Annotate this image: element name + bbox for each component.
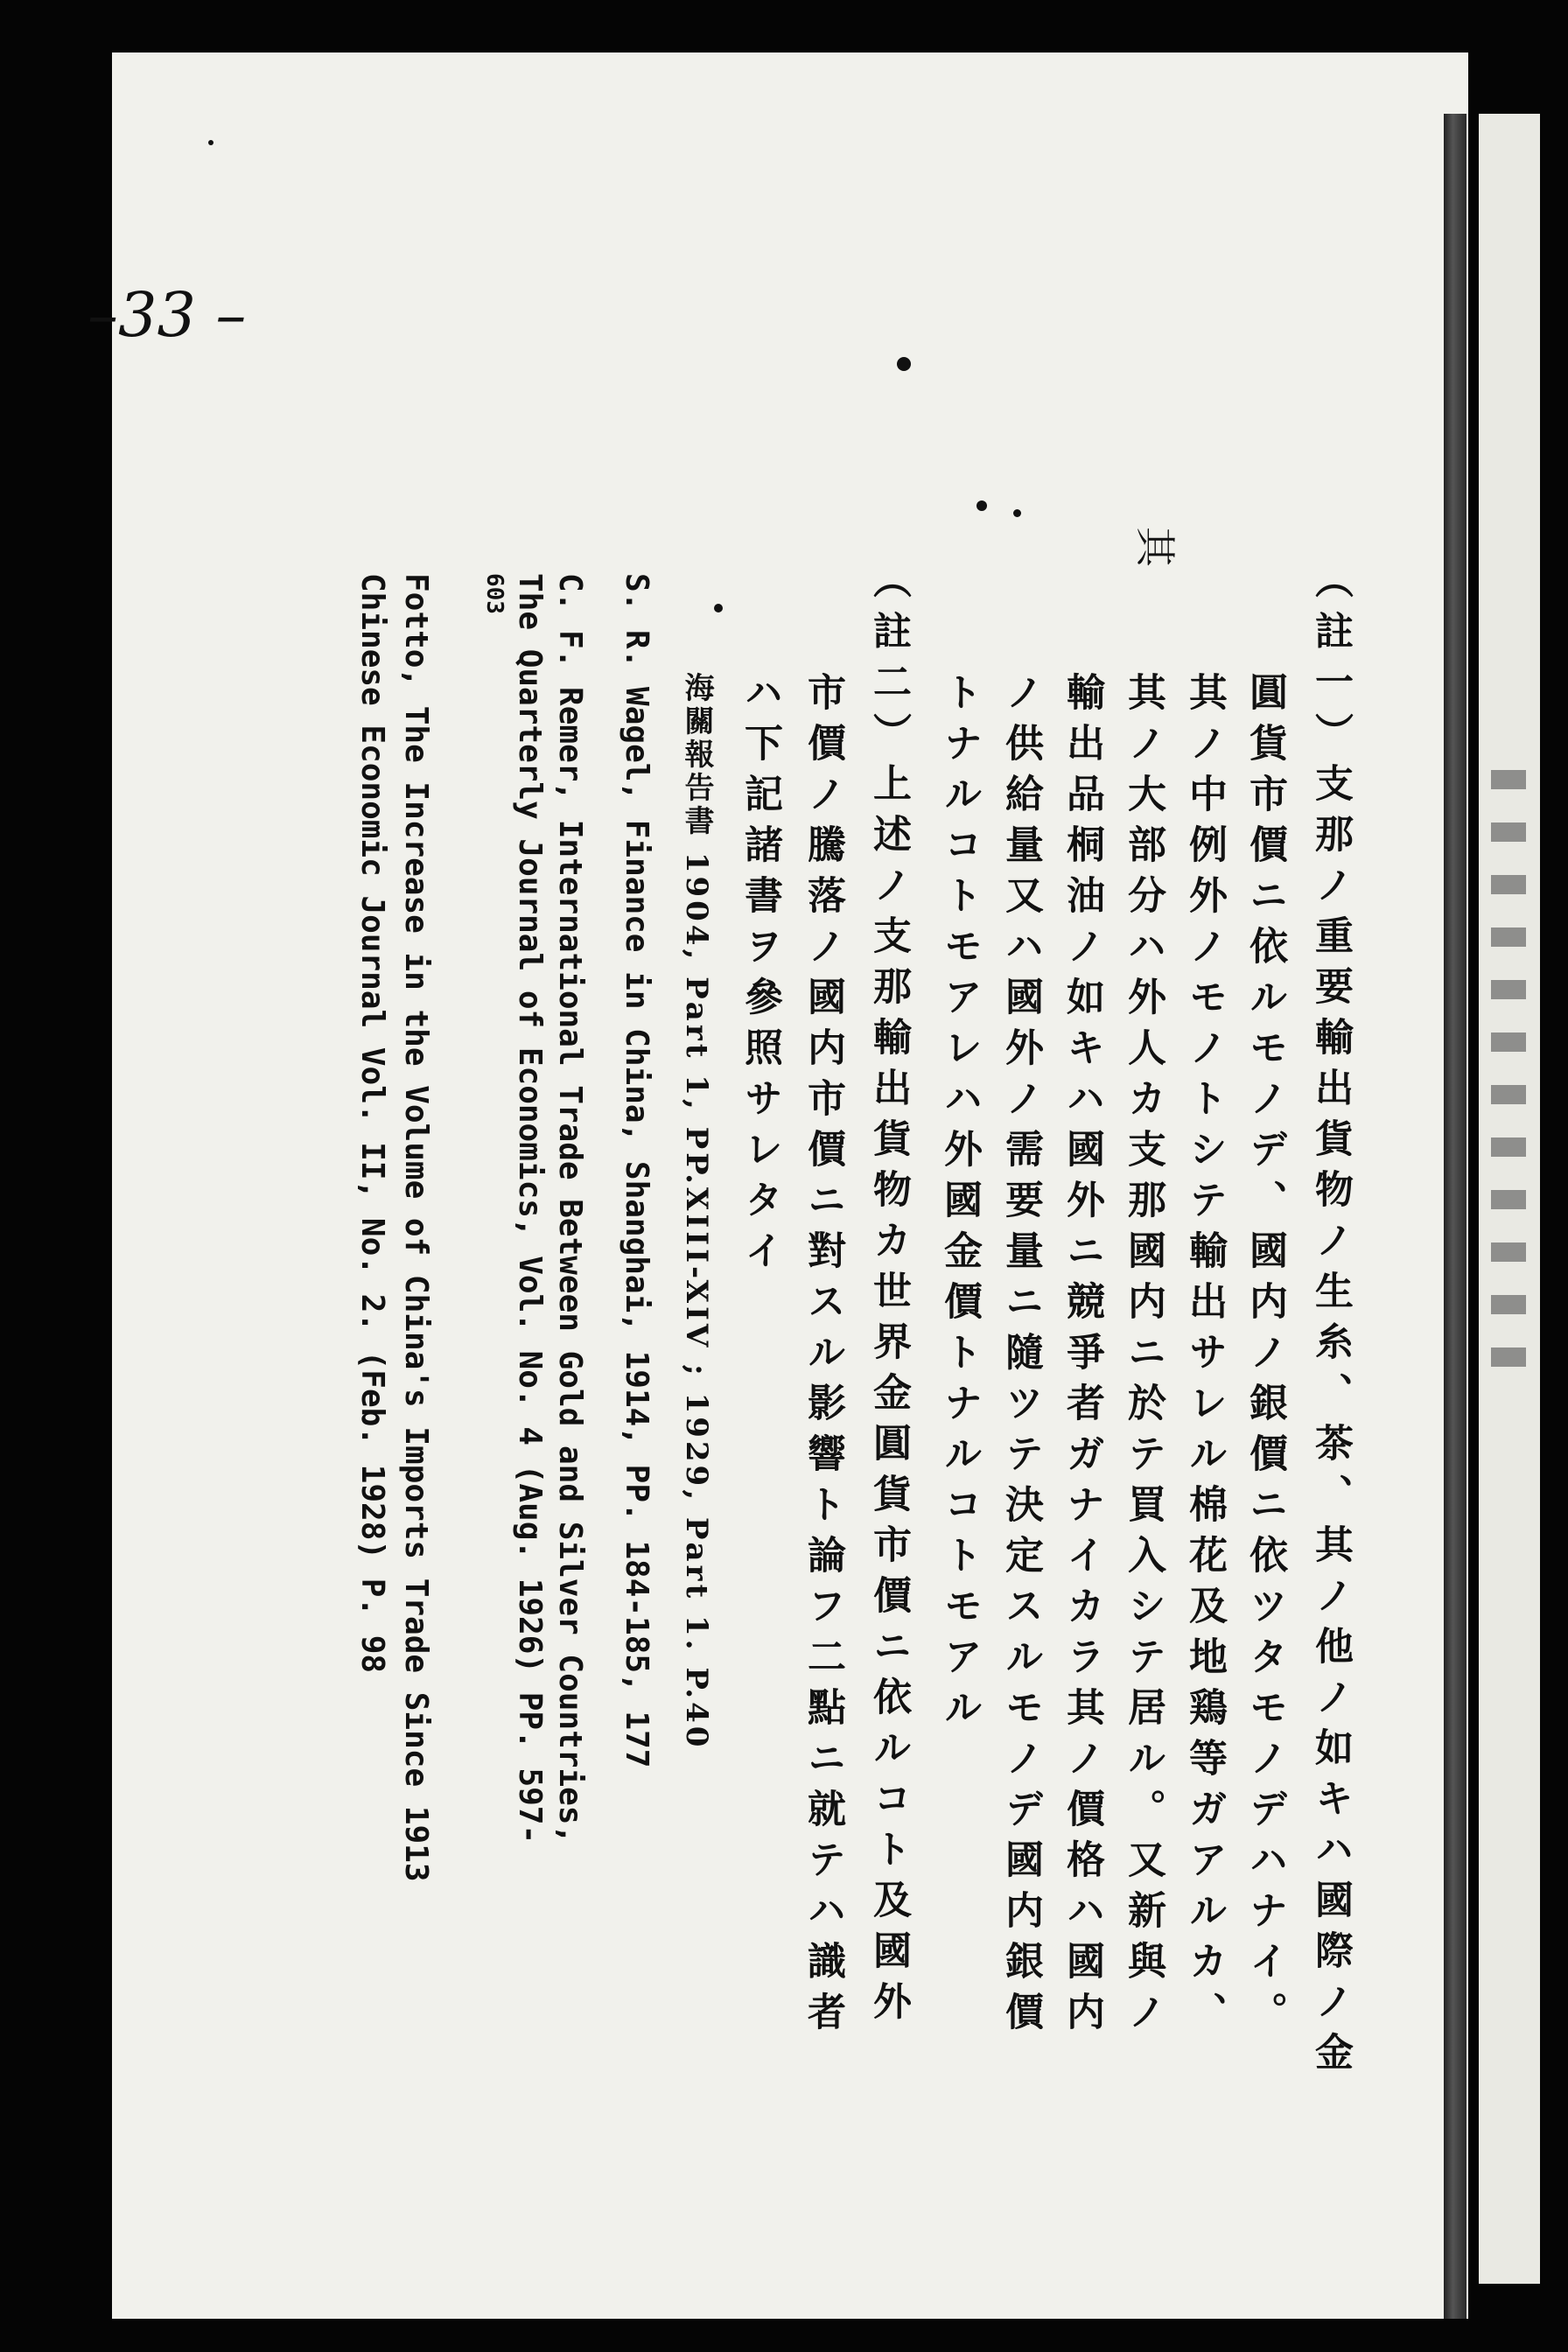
margin-marker-glyph: 其 xyxy=(1131,527,1179,567)
note2-line: 市價ノ騰落ノ國内市價ニ對スル影響ト論フ二點ニ就テハ識者 xyxy=(801,672,845,2042)
ink-spot xyxy=(208,140,214,145)
note2-line: （註二）上述ノ支那輸出貨物カ世界金圓貨市價ニ依ルコト及國外 xyxy=(866,560,911,2032)
note1-line: ノ供給量又ハ國外ノ需要量ニ隨ツテ決定スルモノデ國内銀價 xyxy=(998,672,1043,2042)
reference-line: S. R. Wagel, Finance in China, Shanghai, 1914, PP. 184-185, 177 xyxy=(619,573,654,1768)
facing-page-text-fragment xyxy=(1491,770,1526,1382)
note1-line: 圓貨市價ニ依ルモノデ、國内ノ銀價ニ依ツタモノデハナイ。 xyxy=(1242,672,1287,2042)
note1-line: （註一）支那ノ重要輸出貨物ノ生糸、茶、其ノ他ノ如キハ國際ノ金 xyxy=(1308,560,1353,2082)
reference-line: 603 xyxy=(481,573,508,614)
page-number-value: 33 xyxy=(118,279,197,351)
page-number-dash: – xyxy=(88,279,118,351)
note1-line: 其ノ大部分ハ外人カ支那國内ニ於テ買入シテ居ル。又新與ノ xyxy=(1121,672,1166,2042)
note1-line: 其ノ中例外ノモノトシテ輸出サレル棉花及地鶏等ガアルカ、 xyxy=(1182,672,1227,2042)
note1-line: 輸出品桐油ノ如キハ國外ニ競爭者ガナイカラ其ノ價格ハ國内 xyxy=(1060,672,1104,2042)
ink-spot xyxy=(976,500,987,511)
ink-spot xyxy=(897,357,911,371)
book-spine-shadow xyxy=(1444,114,1466,2319)
reference-line: The Quarterly Journal of Economics, Vol. No. 4 (Aug. 1926) PP. 597- xyxy=(512,573,548,1844)
reference-line: Fotto, The Increase in the Volume of China's Imports Trade Since 1913 xyxy=(398,573,434,1882)
page-number-dash: – xyxy=(196,279,247,351)
note2-line: ハ下記諸書ヲ參照サレタイ xyxy=(738,672,782,1281)
note2-reference-line: 海關報告書 1904, Part 1, PP.XIII-XIV ; 1929, Part 1. P.40 xyxy=(679,672,714,1751)
reference-line: C. F. Remer, International Trade Between Gold and Silver Countries, xyxy=(552,573,588,1844)
note1-line: トナルコトモアレハ外國金價トナルコトモアル xyxy=(937,672,982,1738)
page-number xyxy=(88,280,254,350)
ink-spot xyxy=(1013,509,1021,517)
reference-line: Chinese Economic Journal Vol. II, No. 2. (Feb. 1928) P. 98 xyxy=(354,573,390,1674)
